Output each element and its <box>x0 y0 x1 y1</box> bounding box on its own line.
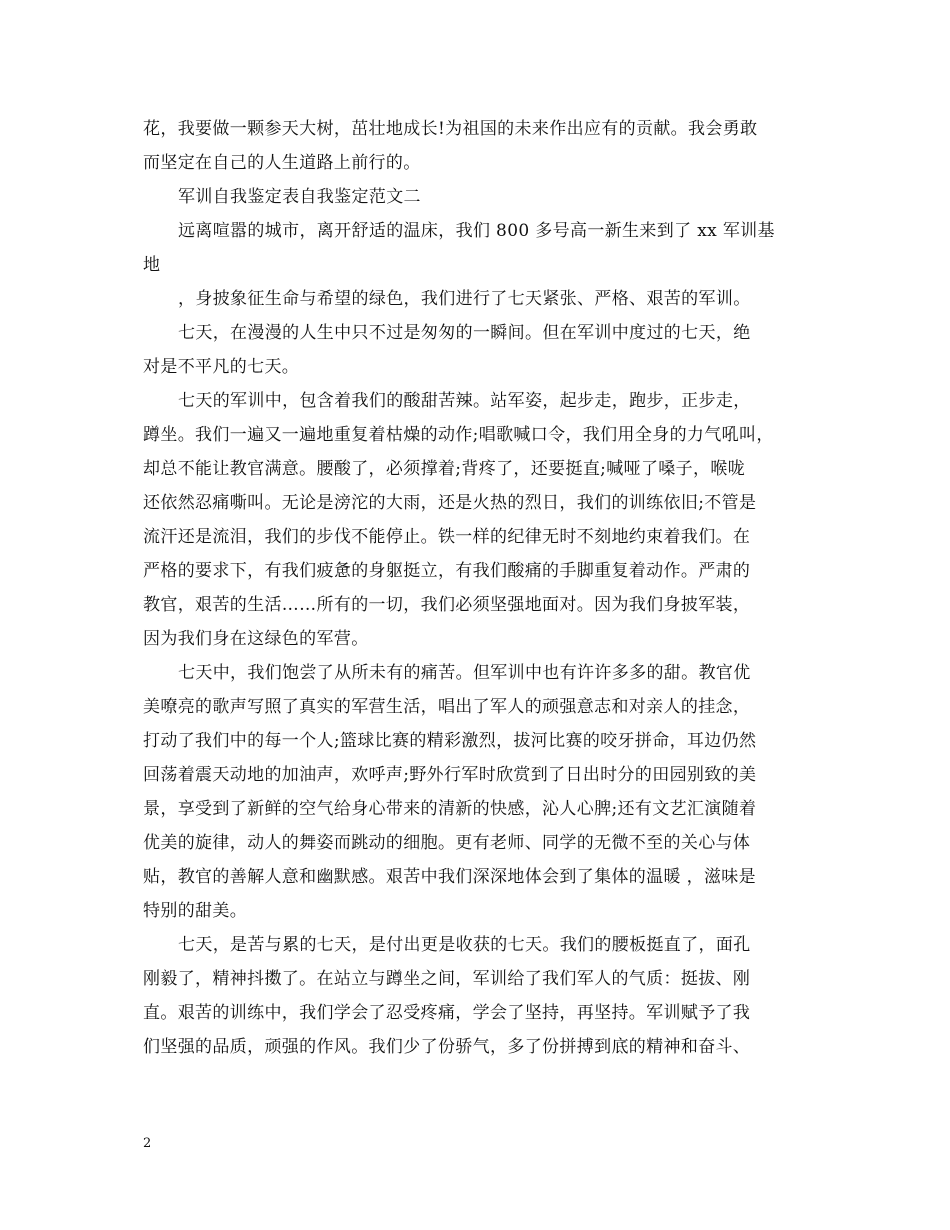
text-line: 们坚强的品质，顽强的作风。我们少了份骄气，多了份拼搏到底的精神和奋斗、 <box>143 1037 751 1057</box>
text-line: 还依然忍痛嘶叫。无论是滂沱的大雨，还是火热的烈日，我们的训练依旧;不管是 <box>143 493 757 513</box>
text-line: 七天的军训中，包含着我们的酸甜苦辣。站军姿，起步走，跑步，正步走， <box>178 391 751 411</box>
text-line: 严格的要求下，有我们疲惫的身躯挺立，有我们酸痛的手脚重复着动作。严肃的 <box>143 561 751 581</box>
text-line: 景，享受到了新鲜的空气给身心带来的清新的快感，沁人心脾;还有文艺汇演随着 <box>143 799 757 819</box>
text-line: 蹲坐。我们一遍又一遍地重复着枯燥的动作;唱歌喊口令，我们用全身的力气吼叫， <box>143 425 774 445</box>
text-line: 因为我们身在这绿色的军营。 <box>143 629 369 649</box>
text-line: 优美的旋律，动人的舞姿而跳动的细胞。更有老师、同学的无微不至的关心与体 <box>143 833 751 853</box>
text-line: 教官，艰苦的生活……所有的一切，我们必须坚强地面对。因为我们身披军装， <box>143 595 751 615</box>
text-line: 却总不能让教官满意。腰酸了，必须撑着;背疼了，还要挺直;喊哑了嗓子，喉咙 <box>143 459 746 479</box>
text-line: 直。艰苦的训练中，我们学会了忍受疼痛，学会了坚持，再坚持。军训赋予了我 <box>143 1003 751 1023</box>
page-number: 2 <box>143 1136 152 1151</box>
document-body <box>143 112 813 1064</box>
text-line: 而坚定在自己的人生道路上前行的。 <box>143 153 421 173</box>
text-line: 对是不平凡的七天。 <box>143 357 300 377</box>
text-line: ，身披象征生命与希望的绿色，我们进行了七天紧张、严格、艰苦的军训。 <box>178 289 751 309</box>
text-line: 回荡着震天动地的加油声，欢呼声;野外行军时欣赏到了日出时分的田园别致的美 <box>143 765 757 785</box>
text-line: 七天，在漫漫的人生中只不过是匆匆的一瞬间。但在军训中度过的七天，绝 <box>178 323 751 343</box>
text-line: 七天中，我们饱尝了从所未有的痛苦。但军训中也有许许多多的甜。教官优 <box>178 663 751 683</box>
text-line: 打动了我们中的每一个人;篮球比赛的精彩激烈，拔河比赛的咬牙拼命，耳边仍然 <box>143 731 757 751</box>
text-line: 七天，是苦与累的七天，是付出更是收获的七天。我们的腰板挺直了，面孔 <box>178 935 751 955</box>
text-line: 贴，教官的善解人意和幽默感。艰苦中我们深深地体会到了集体的温暖 ，滋味是 <box>143 867 757 887</box>
text-line: 特别的甜美。 <box>143 901 248 921</box>
text-line: 流汗还是流泪，我们的步伐不能停止。铁一样的纪律无时不刻地约束着我们。在 <box>143 527 751 547</box>
text-line: 军训自我鉴定表自我鉴定范文二 <box>178 187 421 207</box>
text-line: 花，我要做一颗参天大树，茁壮地成长!为祖国的未来作出应有的贡献。我会勇敢 <box>143 119 758 139</box>
text-line: 刚毅了，精神抖擞了。在站立与蹲坐之间，军训给了我们军人的气质：挺拔、刚 <box>143 969 751 989</box>
text-line: 远离喧嚣的城市，离开舒适的温床，我们 800 多号高一新生来到了 xx 军训基 <box>178 221 775 241</box>
text-line: 地 <box>143 255 161 275</box>
text-line: 美嘹亮的歌声写照了真实的军营生活，唱出了军人的顽强意志和对亲人的挂念， <box>143 697 751 717</box>
